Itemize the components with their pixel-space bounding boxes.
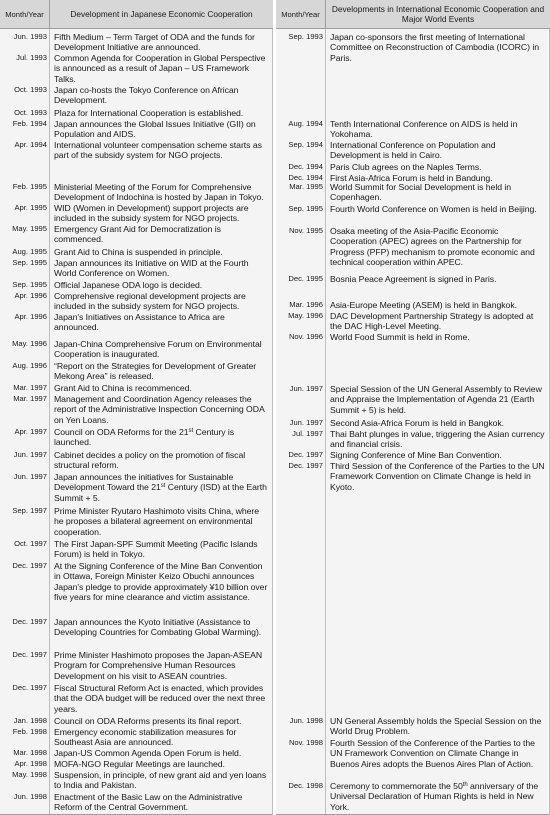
row-date: Feb. 1998	[12, 727, 47, 736]
row-date: Jun. 1997	[289, 384, 323, 393]
row-text: Japan's Initiatives on Assistance to Africa are announced.	[54, 312, 225, 333]
row-date: Sep. 1994	[288, 140, 323, 149]
row-text: UN General Assembly holds the Special Session on the World Drug Problem.	[330, 716, 542, 737]
row-date: Dec. 1997	[12, 650, 47, 659]
table-row	[0, 85, 272, 106]
row-text: Common Agenda for Cooperation in Global Perspective is announced as a result of Japan – US Framework Talks.	[54, 53, 266, 84]
table-row	[0, 140, 272, 161]
row-text: Council on ODA Reforms for the 21st Century is launched.	[54, 427, 235, 448]
row-text: World Summit for Social Development is held in Copenhagen.	[330, 182, 512, 203]
table-row	[0, 561, 272, 602]
row-text: DAC Development Partnership Strategy is adopted at the DAC High-Level Meeting.	[330, 311, 534, 332]
row-date: Dec. 1995	[288, 274, 323, 283]
table-row	[276, 274, 549, 284]
table-row	[0, 617, 272, 638]
row-text: Bosnia Peace Agreement is signed in Paris.	[330, 274, 497, 284]
row-date: Feb. 1994	[12, 119, 47, 128]
row-text: Enactment of the Basic Law on the Administrative Reform of the Central Government.	[54, 792, 243, 813]
row-text: Fifth Medium – Term Target of ODA and the funds for Development Initiative are announced.	[54, 32, 255, 53]
table-row	[276, 781, 549, 812]
row-date: Dec. 1997	[288, 450, 323, 459]
table-header	[276, 0, 550, 29]
row-date: Jun. 1997	[289, 418, 323, 427]
row-text: Grant Aid to China is suspended in principle.	[54, 247, 223, 257]
row-text: Japan announces the Kyoto Initiative (Assistance to Developing Countries for Combating Global Warming).	[54, 617, 262, 638]
header-title: Developments in International Economic Cooperation and Major World Events	[331, 4, 545, 24]
row-date: Oct. 1993	[14, 85, 47, 94]
row-text: Emergency economic stabilization measures for Southeast Asia are announced.	[54, 727, 237, 748]
row-date: Dec. 1994	[288, 162, 323, 171]
row-text: Ministerial Meeting of the Forum for Comprehensive Development of Indochina is hosted by Japan in Tokyo.	[54, 182, 264, 203]
table-row	[276, 461, 549, 492]
row-date: Jun. 1997	[13, 450, 47, 459]
row-text: Japan announces the Global Issues Initiative (GII) on Population and AIDS.	[54, 119, 256, 140]
table-row	[276, 311, 549, 332]
row-text: Management and Coordination Agency releases the report of the Administrative Inspection Concerning ODA on Yen Loans.	[54, 394, 265, 425]
row-date: Jan. 1998	[13, 716, 47, 725]
table-row	[0, 792, 272, 813]
row-date: Mar. 1997	[13, 383, 47, 392]
row-text: Japan-China Comprehensive Forum on Environmental Cooperation is inaugurated.	[54, 339, 262, 360]
table-row	[0, 450, 272, 471]
japanese-cooperation-table	[0, 0, 273, 815]
row-text: International Conference on Population and Development is held in Cairo.	[330, 140, 496, 161]
table-row	[0, 258, 272, 279]
row-date: Aug. 1996	[12, 361, 47, 370]
row-text: Asia-Europe Meeting (ASEM) is held in Bangkok.	[330, 300, 517, 310]
table-row	[0, 182, 272, 203]
table-row	[276, 119, 549, 140]
row-date: Aug. 1995	[12, 247, 47, 256]
row-text: Comprehensive regional development projects are included in the subsidy system for NGO projects.	[54, 291, 246, 312]
row-text: At the Signing Conference of the Mine Ban Convention in Ottawa, Foreign Minister Keizo Obuchi announces Japan's pledge to provide approximately ¥10 billion over five years for mine clearance and victim assistance.	[54, 561, 268, 602]
row-date: Jun. 1993	[13, 32, 47, 41]
row-date: Dec. 1997	[12, 617, 47, 626]
table-row	[276, 300, 549, 310]
header-month-year: Month/Year	[276, 0, 326, 28]
row-date: Apr. 1995	[14, 203, 47, 212]
row-text: “Report on the Strategies for Development of Greater Mekong Area” is released.	[54, 361, 257, 382]
table-row	[0, 247, 272, 257]
row-text: Thai Baht plunges in value, triggering the Asian currency and financial crisis.	[330, 429, 545, 450]
row-text: Japan co-hosts the Tokyo Conference on African Development.	[54, 85, 239, 106]
row-date: Aug. 1994	[288, 119, 323, 128]
table-row	[0, 119, 272, 140]
table-row	[0, 361, 272, 382]
row-date: Feb. 1995	[12, 182, 47, 191]
row-date: Apr. 1996	[14, 312, 47, 321]
row-date: Jun. 1998	[289, 716, 323, 725]
row-text: Plaza for International Cooperation is established.	[54, 108, 244, 118]
row-text: Prime Minister Hashimoto proposes the Japan-ASEAN Program for Comprehensive Human Resources Development on his visit to ASEAN countries.	[54, 650, 263, 681]
row-text: Osaka meeting of the Asia-Pacific Economic Cooperation (APEC) agrees on the Partnership for Progress (PFP) mechanism to promote economic and technical cooperation within APEC.	[330, 226, 535, 267]
row-date: Sep. 1997	[12, 506, 47, 515]
row-date: Nov. 1995	[288, 226, 323, 235]
table-row	[0, 472, 272, 503]
table-row	[276, 140, 549, 161]
row-text: WID (Women in Development) support projects are included in the subsidy system for NGO projects.	[54, 203, 249, 224]
row-text: Fiscal Structural Reform Act is enacted, which provides that the ODA budget will be reduced over the next three years.	[54, 683, 266, 714]
row-date: Dec. 1997	[12, 683, 47, 692]
row-text: MOFA-NGO Regular Meetings are launched.	[54, 759, 225, 769]
table-row	[0, 650, 272, 681]
table-row	[276, 450, 549, 460]
row-date: Jun. 1998	[13, 792, 47, 801]
row-date: May. 1998	[12, 770, 47, 779]
row-date: Dec. 1997	[288, 461, 323, 470]
row-date: Apr. 1998	[14, 759, 47, 768]
row-text: Emergency Grant Aid for Democratization is commenced.	[54, 224, 221, 245]
table-row	[0, 539, 272, 560]
row-date: May. 1996	[12, 339, 47, 348]
row-date: Dec. 1994	[288, 173, 323, 182]
table-row	[276, 384, 549, 415]
international-events-table	[276, 0, 550, 815]
header-month-year: Month/Year	[0, 0, 50, 28]
row-date: Apr. 1996	[14, 291, 47, 300]
row-date: Oct. 1997	[14, 539, 47, 548]
row-text: Fourth World Conference on Women is held in Beijing.	[330, 204, 537, 214]
row-date: May. 1995	[12, 224, 47, 233]
row-date: Mar. 1996	[289, 300, 323, 309]
row-text: Fourth Session of the Conference of the Parties to the UN Framework Convention on Climate Change in Buenos Aires adopts the Buenos Aires Plan of Action.	[330, 738, 535, 769]
table-row	[276, 418, 549, 428]
table-row	[0, 280, 272, 290]
table-row	[0, 312, 272, 333]
row-date: May. 1996	[288, 311, 323, 320]
row-date: Dec. 1997	[12, 561, 47, 570]
row-text: International volunteer compensation scheme starts as part of the subsidy system for NGO projects.	[54, 140, 262, 161]
row-text: Japan announces the initiatives for Sustainable Development Toward the 21st Century (ISD) at the Earth Summit + 5.	[54, 472, 267, 503]
table-row	[0, 339, 272, 360]
row-text: Cabinet decides a policy on the promotion of fiscal structural reform.	[54, 450, 246, 471]
header-title: Development in Japanese Economic Cooperation	[70, 9, 253, 19]
table-row	[0, 748, 272, 758]
table-row	[0, 716, 272, 726]
row-text: First Asia-Africa Forum is held in Bandung.	[330, 173, 493, 183]
row-date: Nov. 1998	[288, 738, 323, 747]
row-date: Sep. 1995	[12, 280, 47, 289]
table-row	[0, 394, 272, 425]
table-row	[276, 162, 549, 172]
row-date: Mar. 1997	[13, 394, 47, 403]
row-date: Sep. 1995	[288, 204, 323, 213]
table-row	[276, 204, 549, 214]
table-row	[0, 32, 272, 53]
table-row	[0, 291, 272, 312]
table-row	[276, 182, 549, 203]
row-text: Grant Aid to China is recommenced.	[54, 383, 192, 393]
row-text: The First Japan-SPF Summit Meeting (Pacific Islands Forum) is held in Tokyo.	[54, 539, 258, 560]
row-date: Jul. 1993	[16, 53, 47, 62]
row-text: Japan announces its Initiative on WID at the Fourth World Conference on Women.	[54, 258, 249, 279]
row-text: Suspension, in principle, of new grant aid and yen loans to India and Pakistan.	[54, 770, 267, 791]
row-date: Sep. 1995	[12, 258, 47, 267]
row-text: Ceremony to commemorate the 50th anniversary of the Universal Declaration of Human Rights is held in New York.	[330, 781, 539, 812]
table-row	[276, 332, 549, 342]
row-text: Second Asia-Africa Forum is held in Bangkok.	[330, 418, 505, 428]
table-header	[0, 0, 273, 29]
row-date: Apr. 1997	[14, 427, 47, 436]
row-date: Mar. 1995	[289, 182, 323, 191]
table-body	[276, 29, 550, 815]
table-row	[0, 224, 272, 245]
table-row	[0, 203, 272, 224]
table-row	[276, 738, 549, 769]
row-date: Sep. 1993	[288, 32, 323, 41]
table-row	[0, 683, 272, 714]
row-date: Oct. 1993	[14, 108, 47, 117]
table-body	[0, 29, 273, 815]
table-row	[0, 727, 272, 748]
table-row	[0, 506, 272, 537]
row-date: Dec. 1998	[288, 781, 323, 790]
row-date: Mar. 1998	[13, 748, 47, 757]
table-row	[276, 716, 549, 737]
row-date: Jun. 1997	[13, 472, 47, 481]
table-row	[276, 32, 549, 63]
row-text: Signing Conference of Mine Ban Convention.	[330, 450, 502, 460]
row-text: Japan co-sponsors the first meeting of International Committee on Reconstruction of Cambodia (ICORC) in Paris.	[330, 32, 539, 63]
row-text: Tenth International Conference on AIDS is held in Yokohama.	[330, 119, 518, 140]
row-text: Prime Minister Ryutaro Hashimoto visits China, where he proposes a bilateral agreement on environmental cooperation.	[54, 506, 260, 537]
table-row	[0, 383, 272, 393]
table-row	[0, 770, 272, 791]
table-row	[276, 226, 549, 267]
row-text: Japan-US Common Agenda Open Forum is held.	[54, 748, 242, 758]
table-row	[0, 427, 272, 448]
row-date: Jul. 1997	[292, 429, 323, 438]
row-text: Official Japanese ODA logo is decided.	[54, 280, 203, 290]
table-row	[276, 429, 549, 450]
row-text: Special Session of the UN General Assembly to Review and Appraise the Implementation of Agenda 21 (Earth Summit + 5) is held.	[330, 384, 542, 415]
table-row	[0, 108, 272, 118]
row-text: Council on ODA Reforms presents its final report.	[54, 716, 242, 726]
row-date: Nov. 1996	[288, 332, 323, 341]
row-text: World Food Summit is held in Rome.	[330, 332, 470, 342]
row-text: Third Session of the Conference of the Parties to the UN Framework Convention on Climate Change is held in Kyoto.	[330, 461, 545, 492]
table-row	[0, 53, 272, 84]
row-date: Apr. 1994	[14, 140, 47, 149]
table-row	[0, 759, 272, 769]
row-text: Paris Club agrees on the Naples Terms.	[330, 162, 482, 172]
